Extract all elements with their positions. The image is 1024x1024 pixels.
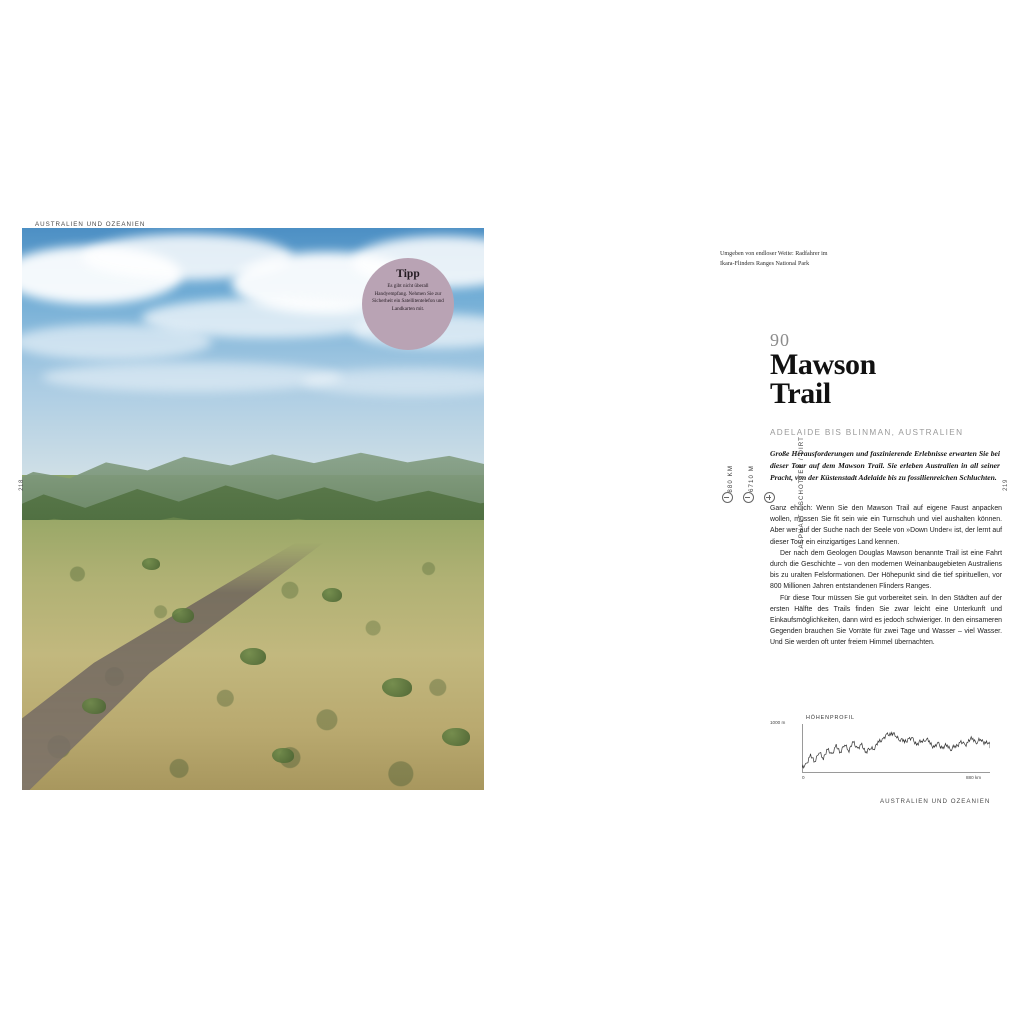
route-stats <box>718 436 805 692</box>
shrub <box>442 728 470 746</box>
chart-plot-area <box>802 724 990 772</box>
chart-y-tick: 1000 m <box>770 720 786 725</box>
chart-x-tick-end: 880 km <box>966 775 982 780</box>
page-number-right: 219 <box>1002 479 1009 491</box>
stat-elevation-label: 6710 M <box>748 465 755 492</box>
page-title <box>770 350 1000 409</box>
shrub <box>272 748 294 763</box>
shrub <box>382 678 412 697</box>
surface-icon <box>764 492 775 503</box>
shrub <box>82 698 106 714</box>
body-paragraph: Der nach dem Geologen Douglas Mawson benannte Trail ist eine Fahrt durch die Geschichte – von den modernen Weinanbaugebieten Australiens bis zu uralten Felsformationen. Der Höhepunkt sind die tief spirituellen, vor 800 Millionen Jahren entstandenen Flinders Ranges. <box>770 549 1002 591</box>
page-number-left: 218 <box>18 479 25 491</box>
right-page <box>700 200 1009 810</box>
body-paragraph: Für diese Tour müssen Sie gut vorbereitet sein. In den Städten auf der ersten Hälfte des Trails finden Sie zwar leicht eine Unterkunft und Einkaufsmöglichkeiten, dann wird es jedoch schwieriger. In den einsameren Gegenden brauchen Sie Vorräte für zwei Tage und Wasser – viel Wasser. Und Sie werden oft unter freiem Himmel übernachten. <box>770 594 1002 647</box>
stat-distance <box>718 465 736 503</box>
footer-running-head: AUSTRALIEN UND OZEANIEN <box>880 798 991 805</box>
cloud <box>42 362 342 392</box>
tip-text: Es gibt nicht überall Handyempfang. Nehmen Sie zur Sicherheit ein Satellitentelefon und Landkarten mit. <box>372 283 444 312</box>
left-page <box>18 200 484 810</box>
chart-x-tick-start: 0 <box>802 775 805 780</box>
route-subtitle: ADELAIDE BIS BLINMAN, AUSTRALIEN <box>770 428 964 437</box>
stat-elevation <box>739 465 757 503</box>
entry-number: 90 <box>770 330 790 350</box>
stat-surface <box>760 436 805 549</box>
title-line-1: Mawson <box>770 348 876 381</box>
title-line-2: Trail <box>770 377 831 411</box>
tip-title: Tipp <box>396 268 420 280</box>
shrub <box>142 558 160 570</box>
body-paragraph: Ganz ehrlich: Wenn Sie den Mawson Trail auf eigene Faust anpacken wollen, müssen Sie fit sein wie ein Turnschuh und viel aushalten können. Aber wer auf der Suche nach der Seele von »Down Under« ist, der lernt auf dieser Tour ein einzigartiges Land kennen. <box>770 505 1002 546</box>
tip-bubble <box>362 258 454 350</box>
hero-photo <box>22 228 484 790</box>
lead-paragraph: Große Herausforderungen und faszinierende Erlebnisse erwarten Sie bei dieser Tour auf dem Mawson Trail. Sie erleben Australien in all seiner Pracht, von der Küstenstadt Adelaide bis zu fossilienreichen Schluchten. <box>770 449 1000 482</box>
elevation-profile-chart <box>770 715 1002 795</box>
photo-caption: Umgeben von endloser Weite: Radfahrer im Ikara-Flinders Ranges National Park <box>720 251 828 267</box>
stat-surface-label: ASPHALT / SCHOTTER / DIRT <box>798 436 805 549</box>
shrub <box>322 588 342 602</box>
chart-title: HÖHENPROFIL <box>806 715 855 721</box>
shrub <box>240 648 266 665</box>
chart-x-axis <box>802 772 990 773</box>
stat-distance-label: 880 KM <box>727 465 734 493</box>
shrub <box>172 608 194 623</box>
running-head-left: AUSTRALIEN UND OZEANIEN <box>35 221 146 228</box>
